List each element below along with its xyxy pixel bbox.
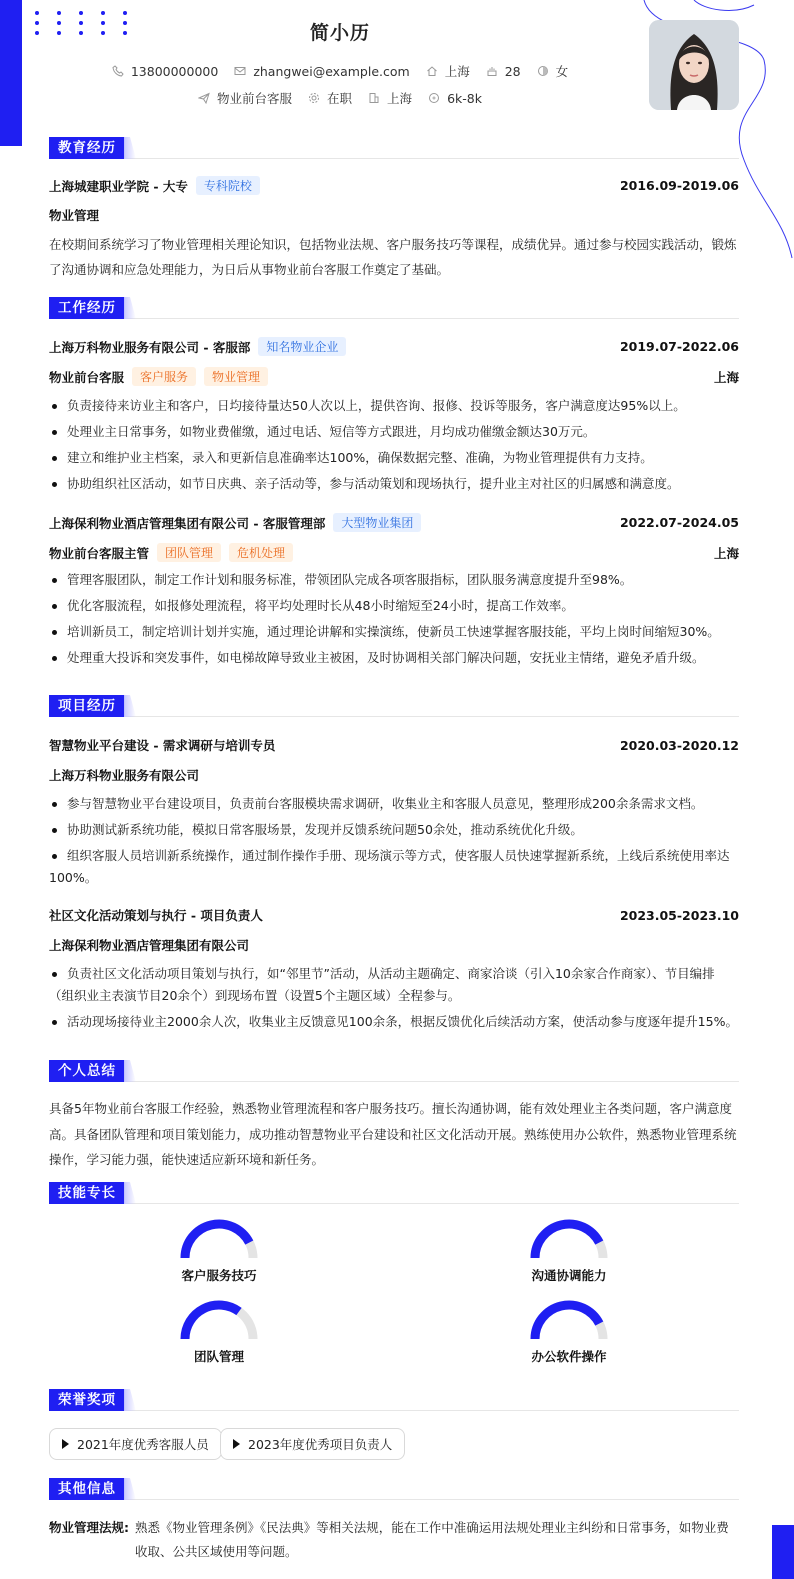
list-item: 协助组织社区活动，如节日庆典、亲子活动等，参与活动策划和现场执行，提升业主对社区的归属感和满意度。 — [49, 473, 739, 495]
role-tag: 危机处理 — [229, 543, 293, 562]
skill-arc-fill — [185, 1224, 249, 1258]
list-item: 管理客服团队，制定工作计划和服务标准，带领团队完成各项客服指标，团队服务满意度提升至98%。 — [49, 569, 739, 591]
contact-row — [0, 62, 680, 80]
honor-text: 2023年度优秀项目负责人 — [248, 1437, 393, 1452]
work-section-title: 工作经历 — [49, 297, 739, 319]
other-section — [49, 1478, 739, 1500]
honor-item — [220, 1428, 405, 1460]
city-text: 上海 — [444, 64, 470, 79]
other-value: 熟悉《物业管理条例》《民法典》等相关法规，能在工作中准确运用法规处理业主纠纷和日常事务，如物业费收取、公共区域使用等问题。 — [135, 1520, 729, 1559]
role-tag: 客户服务 — [132, 367, 196, 386]
work-location: 上海 — [713, 369, 739, 385]
project-section-title: 项目经历 — [49, 695, 739, 717]
project-title: 智慧物业平台建设 - 需求调研与培训专员 — [49, 738, 276, 753]
skill-arc — [524, 1218, 614, 1262]
skill-arc — [524, 1299, 614, 1343]
summary-section — [49, 1060, 739, 1082]
skill-arc — [174, 1218, 264, 1262]
city-item — [426, 62, 470, 80]
salary-text: 6k-8k — [447, 90, 482, 106]
school-name: 上海城建职业学院 - 大专 — [49, 178, 188, 194]
skill-gauge — [489, 1299, 649, 1365]
list-item: 负责社区文化活动项目策划与执行，如“邻里节”活动，从活动主题确定、商家洽谈（引入10余家合作商家）、节目编排（组织业主表演节目20余个）到现场布置（设置5个主题区域）全程参与。 — [49, 963, 739, 1007]
skills-section-title: 技能专长 — [49, 1182, 739, 1204]
project-org: 上海保利物业酒店管理集团有限公司 — [49, 938, 250, 953]
company-name: 上海万科物业服务有限公司 - 客服部 — [49, 339, 251, 355]
phone-item — [112, 64, 218, 79]
mail-icon — [234, 65, 246, 77]
education-section — [49, 137, 739, 159]
project-title: 社区文化活动策划与执行 - 项目负责人 — [49, 908, 263, 923]
money-icon — [428, 92, 440, 104]
role-name: 物业前台客服主管 — [49, 545, 150, 561]
project-bullets — [49, 793, 739, 893]
honor-item — [49, 1428, 222, 1460]
project-bullets — [49, 963, 739, 1037]
age-text: 28 — [504, 63, 521, 79]
phone-text: 13800000000 — [130, 63, 219, 79]
list-item: 处理重大投诉和突发事件，如电梯故障导致业主被困，及时协调相关部门解决问题，安抚业主情绪，避免矛盾升级。 — [49, 647, 739, 669]
work-bullets — [49, 569, 739, 673]
list-item: 协助测试新系统功能，模拟日常客服场景，发现并反馈系统问题50余处，推动系统优化升级。 — [49, 819, 739, 841]
triangle-right-icon — [233, 1439, 240, 1449]
list-item: 负责接待来访业主和客户，日均接待量达50人次以上，提供咨询、报修、投诉等服务，客户满意度达95%以上。 — [49, 395, 739, 417]
role-tag: 物业管理 — [204, 367, 268, 386]
skill-name: 团队管理 — [193, 1349, 244, 1364]
honors-section — [49, 1389, 739, 1411]
home-icon — [426, 65, 438, 77]
company-tag: 大型物业集团 — [333, 513, 421, 532]
list-item: 组织客服人员培训新系统操作，通过制作操作手册、现场演示等方式，使客服人员快速掌握新系统，上线后系统使用率达100%。 — [49, 845, 739, 889]
work-date: 2019.07-2022.06 — [619, 339, 739, 354]
project-org: 上海万科物业服务有限公司 — [49, 768, 200, 783]
skill-arc-fill — [535, 1305, 599, 1339]
role-name: 物业前台客服 — [49, 369, 125, 385]
list-item: 优化客服流程，如报修处理流程，将平均处理时长从48小时缩短至24小时，提高工作效率。 — [49, 595, 739, 617]
summary-section-title: 个人总结 — [49, 1060, 739, 1082]
project-section — [49, 695, 739, 717]
bottom-right-accent-block — [772, 1525, 794, 1579]
role-tag: 团队管理 — [157, 543, 221, 562]
work-date: 2022.07-2024.05 — [619, 515, 739, 530]
summary-text: 具备5年物业前台客服工作经验，熟悉物业管理流程和客户服务技巧。擅长沟通协调，能有效处理业主各类问题，客户满意度高。具备团队管理和项目策划能力，成功推动智慧物业平台建设和社区文化活动开展。熟练使用办公软件，熟悉物业管理系统操作，学习能力强，能快速适应新环境和新任务。 — [49, 1101, 737, 1167]
skill-gauge — [139, 1218, 299, 1284]
work-section — [49, 297, 739, 319]
skill-arc-fill — [185, 1305, 239, 1339]
job-intent-row — [0, 89, 680, 107]
school-tag: 专科院校 — [196, 176, 260, 195]
triangle-right-icon — [62, 1439, 69, 1449]
paper-plane-icon — [198, 92, 210, 104]
status-gear-icon — [308, 92, 320, 104]
honor-text: 2021年度优秀客服人员 — [77, 1437, 209, 1452]
other-key: 物业管理法规: — [49, 1520, 129, 1535]
email-item — [234, 64, 409, 79]
age-item — [486, 64, 521, 79]
work-location: 上海 — [713, 545, 739, 561]
skills-section — [49, 1182, 739, 1204]
status-text: 在职 — [327, 91, 353, 106]
salary-item — [428, 91, 482, 106]
job-target-item — [198, 89, 292, 107]
company-tag: 知名物业企业 — [258, 337, 346, 356]
skill-name: 沟通协调能力 — [531, 1268, 607, 1283]
skill-gauge — [489, 1218, 649, 1284]
education-date: 2016.09-2019.06 — [619, 178, 739, 193]
list-item: 建立和维护业主档案，录入和更新信息准确率达100%，确保数据完整、准确，为物业管理提供有力支持。 — [49, 447, 739, 469]
email-text: zhangwei@example.com — [253, 63, 410, 79]
work-bullets — [49, 395, 739, 499]
other-section-title: 其他信息 — [49, 1478, 739, 1500]
company-name: 上海保利物业酒店管理集团有限公司 - 客服管理部 — [49, 515, 326, 531]
skill-gauge — [139, 1299, 299, 1365]
list-item: 培训新员工，制定培训计划并实施，通过理论讲解和实操演练，使新员工快速掌握客服技能，平均上岗时间缩短30%。 — [49, 621, 739, 643]
skill-arc — [174, 1299, 264, 1343]
gender-text: 女 — [555, 64, 569, 79]
profile-photo — [649, 20, 739, 110]
expected-city-item — [368, 89, 412, 107]
gender-item — [537, 62, 569, 80]
gender-icon — [537, 65, 549, 77]
skill-name: 客户服务技巧 — [181, 1268, 257, 1283]
building-icon — [368, 92, 380, 104]
expected-city-text: 上海 — [387, 91, 413, 106]
cake-icon — [486, 65, 498, 77]
other-entry — [49, 1516, 739, 1564]
phone-icon — [112, 65, 124, 77]
job-target-text: 物业前台客服 — [217, 91, 293, 106]
education-section-title: 教育经历 — [49, 137, 739, 159]
education-desc: 在校期间系统学习了物业管理相关理论知识，包括物业法规、客户服务技巧等课程，成绩优异。通过参与校园实践活动，锻炼了沟通协调和应急处理能力，为日后从事物业前台客服工作奠定了基础。 — [49, 237, 737, 277]
project-date: 2020.03-2020.12 — [619, 737, 739, 753]
list-item: 处理业主日常事务，如物业费催缴，通过电话、短信等方式跟进，月均成功催缴金额达30万元。 — [49, 421, 739, 443]
list-item: 参与智慧物业平台建设项目，负责前台客服模块需求调研，收集业主和客服人员意见，整理形成200余条需求文档。 — [49, 793, 739, 815]
major-name: 物业管理 — [49, 208, 100, 223]
candidate-name: 简小历 — [309, 22, 370, 44]
status-item — [308, 89, 352, 107]
project-date: 2023.05-2023.10 — [619, 907, 739, 923]
skill-name: 办公软件操作 — [531, 1349, 607, 1364]
list-item: 活动现场接待业主2000余人次，收集业主反馈意见100余条，根据反馈优化后续活动方案，使活动参与度逐年提升15%。 — [49, 1011, 739, 1033]
skill-arc-fill — [535, 1224, 599, 1258]
honors-section-title: 荣誉奖项 — [49, 1389, 739, 1411]
